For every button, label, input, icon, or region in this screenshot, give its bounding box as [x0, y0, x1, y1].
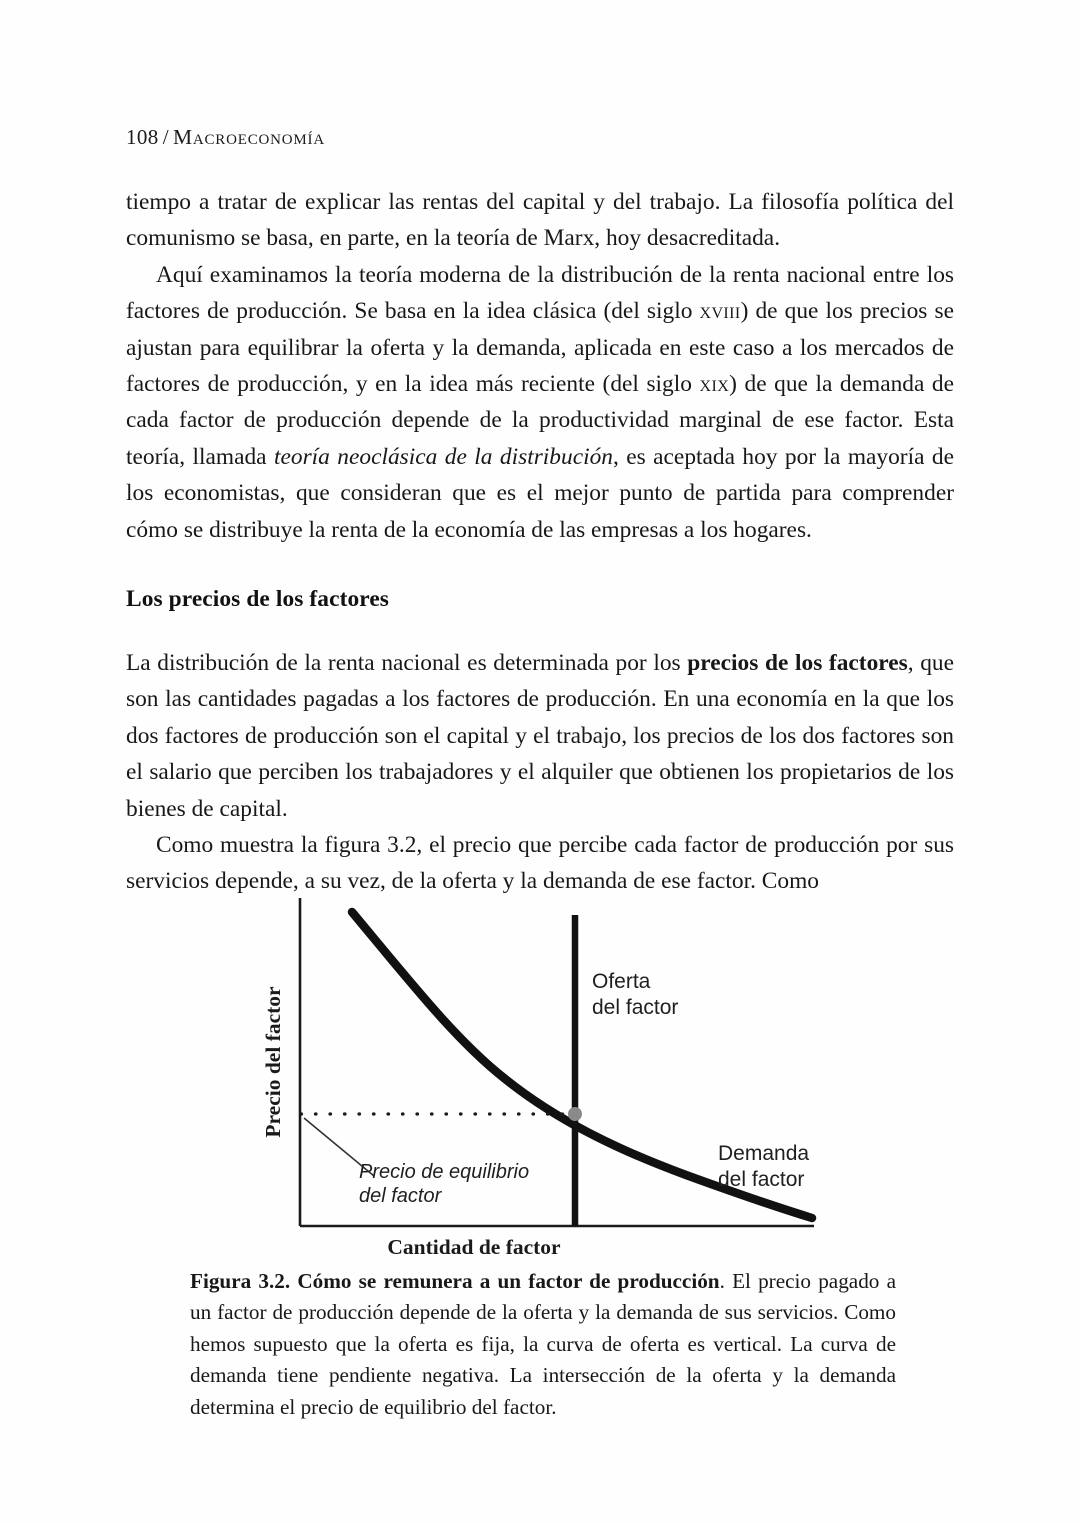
p2-text-c: ) de que la demanda de cada factor de producción depende de la productividad marginal de ese factor. Esta teoría, llamada [126, 371, 954, 470]
p4-text: Como muestra la figura 3.2, el precio que percibe cada factor de producción por sus servicios depende, a su vez, de la oferta y la demanda de ese factor. Como [126, 832, 954, 895]
demand-label-line1: Demanda [718, 1142, 810, 1165]
paragraph-block-1 [126, 184, 954, 548]
supply-label-line1: Oferta [592, 970, 651, 993]
y-axis-title: Precio del factor [261, 986, 285, 1138]
p2-text-d: , es aceptada hoy por la mayoría de los economistas, que consideran que es el mejor punto de partida para comprender cómo se distribuye la renta de la economía de las empresas a los hogares. [126, 443, 954, 543]
running-head-title: Macroeconomía [172, 125, 325, 149]
paragraph-3 [126, 645, 954, 827]
equilibrium-point-marker [568, 1107, 582, 1121]
supply-label-line2: del factor [592, 996, 679, 1019]
p2-text-a: Aquí examinamos la teoría moderna de la distribución de la renta nacional entre los factores de producción. Se basa en la idea clásica (del siglo [126, 261, 954, 325]
p2-text-b: ) de que los precios se ajustan para equilibrar la oferta y la demanda, aplicada en este caso a los mercados de factores de producción, y en la idea más reciente (del siglo [126, 298, 954, 398]
figure-3-2 [126, 880, 954, 1270]
equilibrium-label-line2: del factor [359, 1185, 442, 1207]
p3-text-a: La distribución de la renta nacional es determinada por los [126, 650, 688, 676]
supply-demand-chart [126, 880, 954, 1270]
section-heading: Los precios de los factores [126, 586, 390, 612]
p3-bold-term: precios de los factores [687, 650, 908, 676]
figure-caption-body: . El precio pagado a un factor de producción depende de la oferta y la demanda de sus servicios. Como hemos supuesto que la oferta es fija, la curva de oferta es vertical. La curva de demanda tiene pendiente negativa. La intersección de la oferta y la demanda determina el precio de equilibrio del factor. [190, 1269, 896, 1419]
equilibrium-label-line1: Precio de equilibrio [359, 1161, 530, 1183]
figure-caption [190, 1266, 896, 1423]
paragraph-block-2 [126, 645, 954, 900]
paragraph-2 [126, 257, 954, 548]
p2-roman-numeral-1: xviii [699, 298, 741, 325]
demand-label-line2: del factor [718, 1168, 805, 1191]
paragraph-continuation [126, 184, 954, 257]
p3-text-b: , que son las cantidades pagadas a los factores de producción. En una economía en la que los dos factores de producción son el capital y el trabajo, los precios de los dos factores son el salario que perciben los trabajadores y el alquiler que obtienen los propietarios de los bienes de capital. [126, 650, 954, 822]
p1-text: tiempo a tratar de explicar las rentas del capital y del trabajo. La filosofía política del comunismo se basa, en parte, en la teoría de Marx, hoy desacreditada. [126, 189, 954, 252]
p2-roman-numeral-2: xix [699, 371, 730, 398]
x-axis-title: Cantidad de factor [387, 1235, 561, 1259]
p2-italic-term: teoría neoclásica de la distribución [274, 443, 613, 470]
running-head-separator: / [162, 125, 169, 149]
running-head [126, 125, 325, 150]
figure-caption-lead: Figura 3.2. Cómo se remunera a un factor de producción [190, 1269, 720, 1293]
page-folio: 108 [126, 125, 159, 149]
